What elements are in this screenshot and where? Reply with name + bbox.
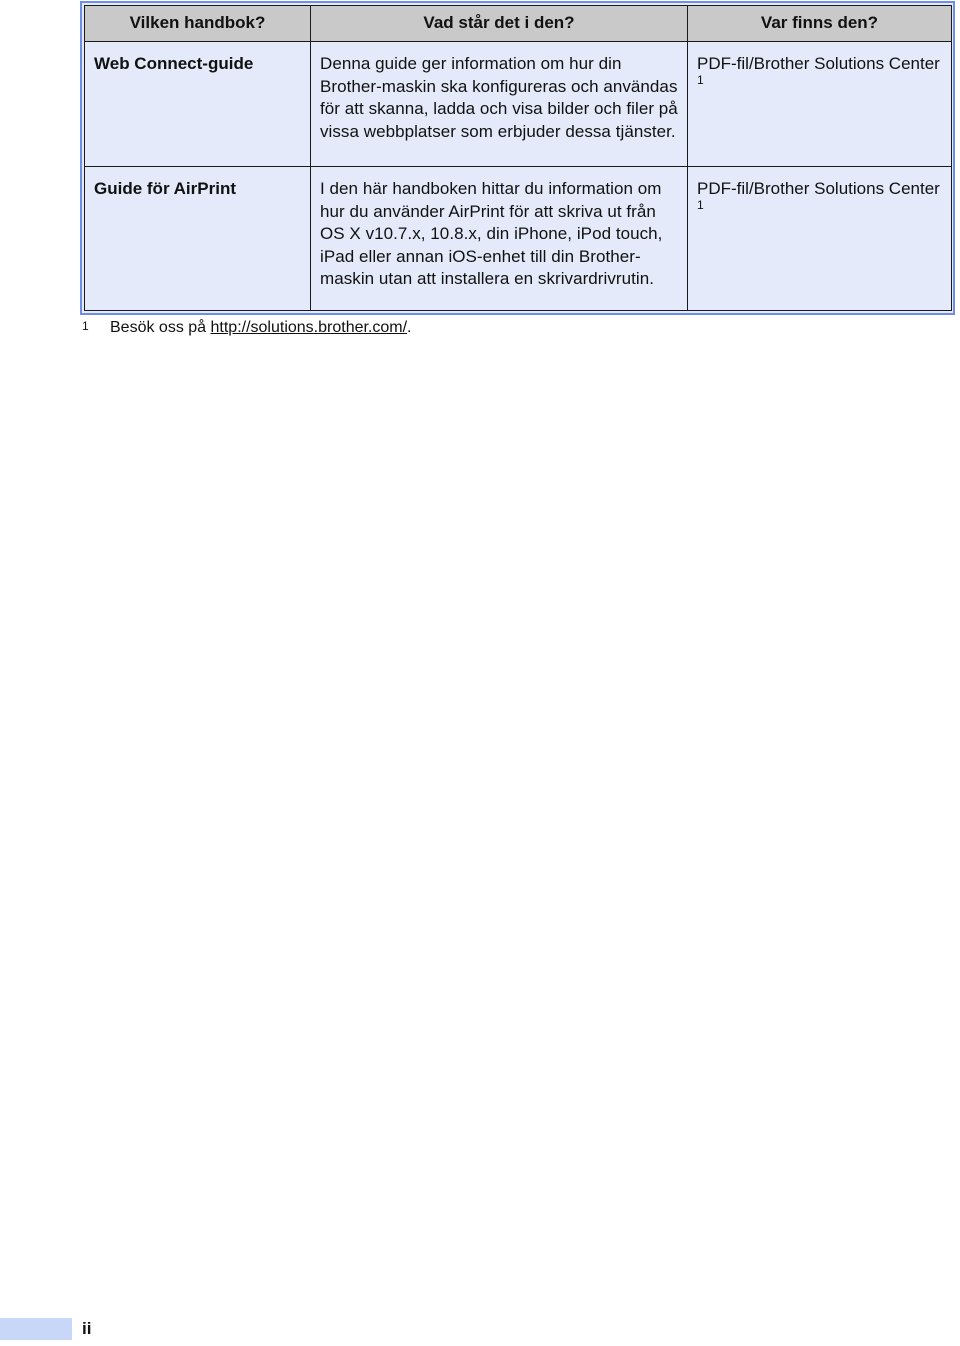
manuals-table-frame: [80, 1, 955, 315]
header-whats-in-it: Vad står det i den?: [311, 6, 688, 42]
manual-location: PDF-fil/Brother Solutions Center: [697, 179, 940, 198]
manuals-table: [84, 5, 952, 311]
table-header-row: [85, 6, 952, 42]
table-row: [85, 167, 952, 311]
table-row: [85, 42, 952, 167]
footnote-text: [110, 317, 412, 339]
manual-description: I den här handboken hittar du information om hur du använder AirPrint för att skriva ut från OS X v10.7.x, 10.8.x, din iPhone, iPod touch, iPad eller annan iOS-enhet till din Brother-maskin utan att installera en skrivardrivrutin.: [311, 167, 688, 311]
header-which-manual: Vilken handbok?: [85, 6, 311, 42]
footnote-reference[interactable]: 1: [697, 72, 704, 87]
manual-name: Web Connect-guide: [85, 42, 311, 167]
manual-location: PDF-fil/Brother Solutions Center: [697, 54, 940, 73]
footnote-suffix: .: [407, 319, 412, 336]
page-number: ii: [82, 1319, 92, 1338]
footnote-number: 1: [82, 319, 89, 333]
manual-name: Guide för AirPrint: [85, 167, 311, 311]
page-tab-marker: [0, 1318, 72, 1340]
header-where-is-it: Var finns den?: [688, 6, 952, 42]
manual-location-cell: [688, 42, 952, 167]
manual-description: Denna guide ger information om hur din Brother-maskin ska konfigureras och användas för att skanna, ladda och visa bilder och filer på vissa webbplatser som erbjuder dessa tjänster.: [311, 42, 688, 167]
footnote-prefix: Besök oss på: [110, 319, 211, 336]
footnote-reference[interactable]: 1: [697, 197, 704, 212]
solutions-link[interactable]: http://solutions.brother.com/: [210, 319, 408, 336]
manual-location-cell: [688, 167, 952, 311]
